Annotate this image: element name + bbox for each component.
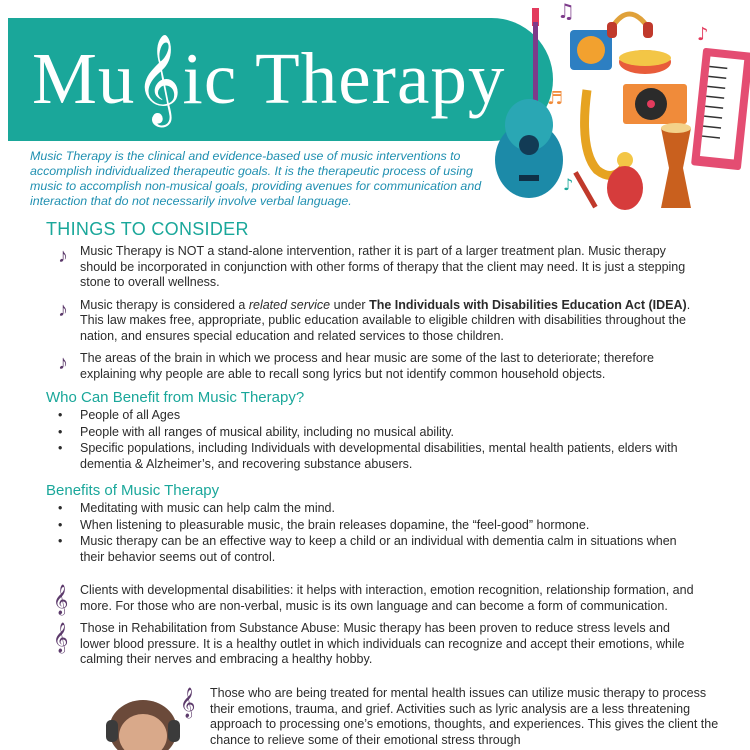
svg-text:♬: ♬ [547, 88, 564, 109]
drum-kit-icon [570, 30, 671, 74]
consider-item: ♪ The areas of the brain in which we process and hear music are some of the last to deteriorate; therefore explaining why people are able to recall song lyrics but not identify common household objects. [58, 351, 654, 381]
list-item: • People with all ranges of musical ability, including no musical ability. [46, 425, 696, 441]
treble-clef-letter: 𝄞 [135, 34, 183, 124]
who-can-benefit-heading: Who Can Benefit from Music Therapy? [46, 389, 305, 406]
main-content [46, 219, 696, 675]
benefits-heading: Benefits of Music Therapy [46, 482, 220, 499]
population-item: 𝄞 Those who are being treated for mental health issues can utilize music therapy to process their emotions, trauma, and grief. Activities such as lyric analysis are a less threatening approach to processing one’s emotions, thoughts, and experiences. This gives the client the chance to relieve some of their emotional stress through [180, 686, 719, 747]
consider-item: ♪ Music Therapy is NOT a stand-alone intervention, rather it is part of a larger treatment plan. Music therapy should be incorporated in conjunction with other forms of therapy that the client may need. It is just a stepping stone to overall wellness. [58, 244, 686, 289]
benefits-list [46, 501, 696, 565]
treble-clef-icon: 𝄞 [180, 688, 196, 718]
djembe-icon [661, 123, 691, 208]
population-item: 𝄞 Those in Rehabilitation from Substance Abuse: Music therapy has been proven to reduce stress levels and lower blood pressure. It is a healthy outlet in which individuals can recognize and accept their emotions, while calming their nerves and embracing a healthy hobby. [53, 621, 685, 666]
turntable-icon [623, 84, 687, 124]
headphones-icon [607, 14, 653, 38]
things-to-consider-heading: THINGS TO CONSIDER [46, 219, 249, 239]
music-note-icon: ♪ [58, 298, 68, 321]
list-item: • People of all Ages [46, 408, 696, 424]
who-can-benefit-list [46, 408, 696, 472]
list-item: • When listening to pleasurable music, the brain releases dopamine, the “feel-good” hormone. [46, 518, 696, 534]
music-note-icon: ♪ [58, 352, 68, 374]
instruments-illustration [465, 0, 750, 218]
consider-item: ♪ Music therapy is considered a related service under The Individuals with Disabilities Education Act (IDEA). This law makes free, appropriate, public education available to eligible children with disabilities throughout the nation, and ensures special education and related services to those children. [58, 297, 691, 343]
list-item: • Meditating with music can help calm the mind. [46, 501, 696, 517]
music-note-icon: ♪ [58, 245, 68, 267]
svg-text:♪: ♪ [697, 24, 709, 45]
keyboard-icon [691, 48, 750, 171]
intro-paragraph: Music Therapy is the clinical and evidence-based use of music interventions to accomplish individualized therapeutic goals. It is the therapeutic process of using music to accomplish non-musical goals, providing avenues for communication and interaction that do not necessarily involve verbal language. [30, 149, 482, 208]
mental-health-section [80, 686, 720, 748]
svg-text:♪: ♪ [563, 175, 574, 194]
population-item: 𝄞 Clients with developmental disabilities: it helps with interaction, emotion recognition, relationship formation, and more. For those who are non-verbal, music is its own language and can become a form of communication. [53, 583, 694, 615]
page-title: Mu𝄞ic Therapy [32, 34, 506, 124]
list-item: • Specific populations, including Individuals with developmental disabilities, mental health patients, elders with dementia & Alzheimer’s, and recovering substance abusers. [46, 441, 696, 472]
treble-clef-icon: 𝄞 [53, 623, 69, 653]
treble-clef-icon: 𝄞 [53, 585, 69, 615]
list-item: • Music therapy can be an effective way to keep a child or an individual with dementia calm in situations when their behavior seems out of control. [46, 534, 696, 565]
svg-text:♫: ♫ [557, 0, 575, 23]
